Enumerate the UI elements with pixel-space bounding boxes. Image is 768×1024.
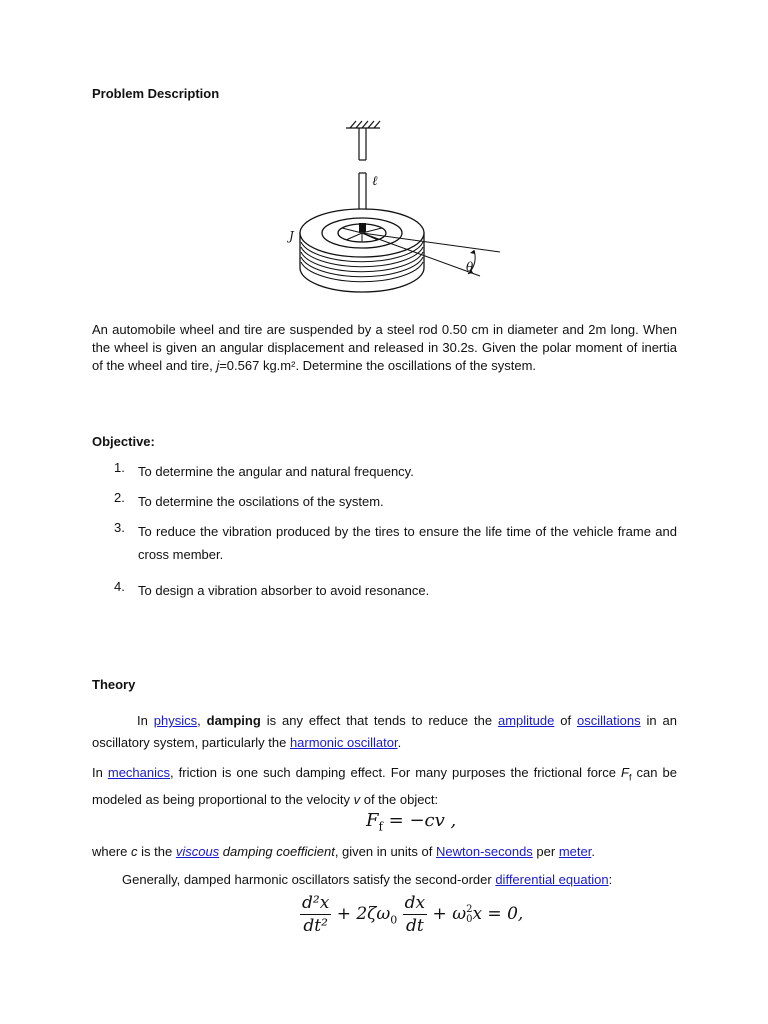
problem-description: An automobile wheel and tire are suspended by a steel rod 0.50 cm in diameter and 2m long. When the wheel is given an angular displacement and released in 30.2s. Given the polar moment of inertia of the wheel and tire, j=0.567 kg.m². Determine the oscillations of the system. bbox=[92, 322, 677, 373]
document-page: Problem Description ℓ J θ An automobile wheel and tire are suspended by a steel rod 0.50 cm in diameter and 2m long. When the wheel is given an angular displacement and released in 30.2s. Given the polar moment of inertia of the wheel and tire, j=0.567 kg.m². Determine the oscillations of the system. Objective: 1. To determine the angular and natural frequency. 2. To determine the oscilations of the system. 3. To reduce the vibration produced by the tires to ensure the life time of the vehicle frame and cross member. 4. To design a vibration absorber to avoid resonance. Theory In physics, damping is any effect that tends to reduce the amplitude of oscillations in an oscillatory system, particularly the harmonic oscillator. In mechanics, friction is one such damping effect. For many purposes the frictional force $F_f$ can be modeled as being proportional to the velocity v of the object: $F_f = -cv$ , where c is the viscous damping coefficient, given in units of Newton-seconds per meter. Generally, damped harmonic oscillators satisfy the second-order differential equation: $\frac{\text{d²x}}{\text{dt²}}$ + $2\zeta\omega_0$ $\frac{dx}{dt}$ + ω 2 0 x = 0, bbox=[92, 86, 677, 936]
rod-label: ℓ bbox=[372, 174, 378, 189]
theory-paragraph-general: Generally, damped harmonic oscillators satisfy the second-order differential equation: bbox=[122, 872, 613, 887]
oscillations-link[interactable]: oscillations bbox=[577, 713, 641, 728]
differential-equation-link[interactable]: differential equation bbox=[495, 872, 609, 887]
meter-link[interactable]: meter bbox=[558, 844, 592, 859]
viscous-link[interactable]: viscous bbox=[175, 844, 220, 859]
problem-heading: Problem Description bbox=[92, 86, 220, 101]
wheel-figure bbox=[280, 118, 510, 318]
objective-heading: Objective: bbox=[92, 434, 155, 449]
friction-equation: $F_f = -cv$ , bbox=[366, 810, 457, 834]
angle-label: θ bbox=[466, 260, 474, 274]
differential-equation: $\frac{\text{d²x}}{\text{dt²}}$ + $2\zeta\omega_0$ $\frac{dx}{dt}$ + ω 2 0 x = 0, bbox=[302, 893, 524, 936]
amplitude-link[interactable]: amplitude bbox=[497, 713, 555, 728]
newton-seconds-link[interactable]: Newton-seconds bbox=[435, 844, 533, 859]
inertia-label: J bbox=[289, 229, 294, 243]
tire-icon bbox=[300, 209, 424, 292]
physics-link[interactable]: physics bbox=[153, 713, 198, 728]
theory-paragraph-damping: In physics, damping is any effect that tends to reduce the amplitude of oscillations in an oscillatory system, particularly the harmonic oscillator. bbox=[92, 713, 677, 750]
theory-heading: Theory bbox=[92, 677, 136, 692]
harmonic-oscillator-link[interactable]: harmonic oscillator bbox=[289, 735, 398, 750]
theory-paragraph-coefficient: where c is the viscous damping coefficient, given in units of Newton-seconds per meter. bbox=[92, 844, 595, 859]
theory-paragraph-friction: In mechanics, friction is one such damping effect. For many purposes the frictional force $F_f$ can be modeled as being proportional to the velocity v of the object: bbox=[92, 765, 677, 807]
mechanics-link[interactable]: mechanics bbox=[107, 765, 171, 780]
